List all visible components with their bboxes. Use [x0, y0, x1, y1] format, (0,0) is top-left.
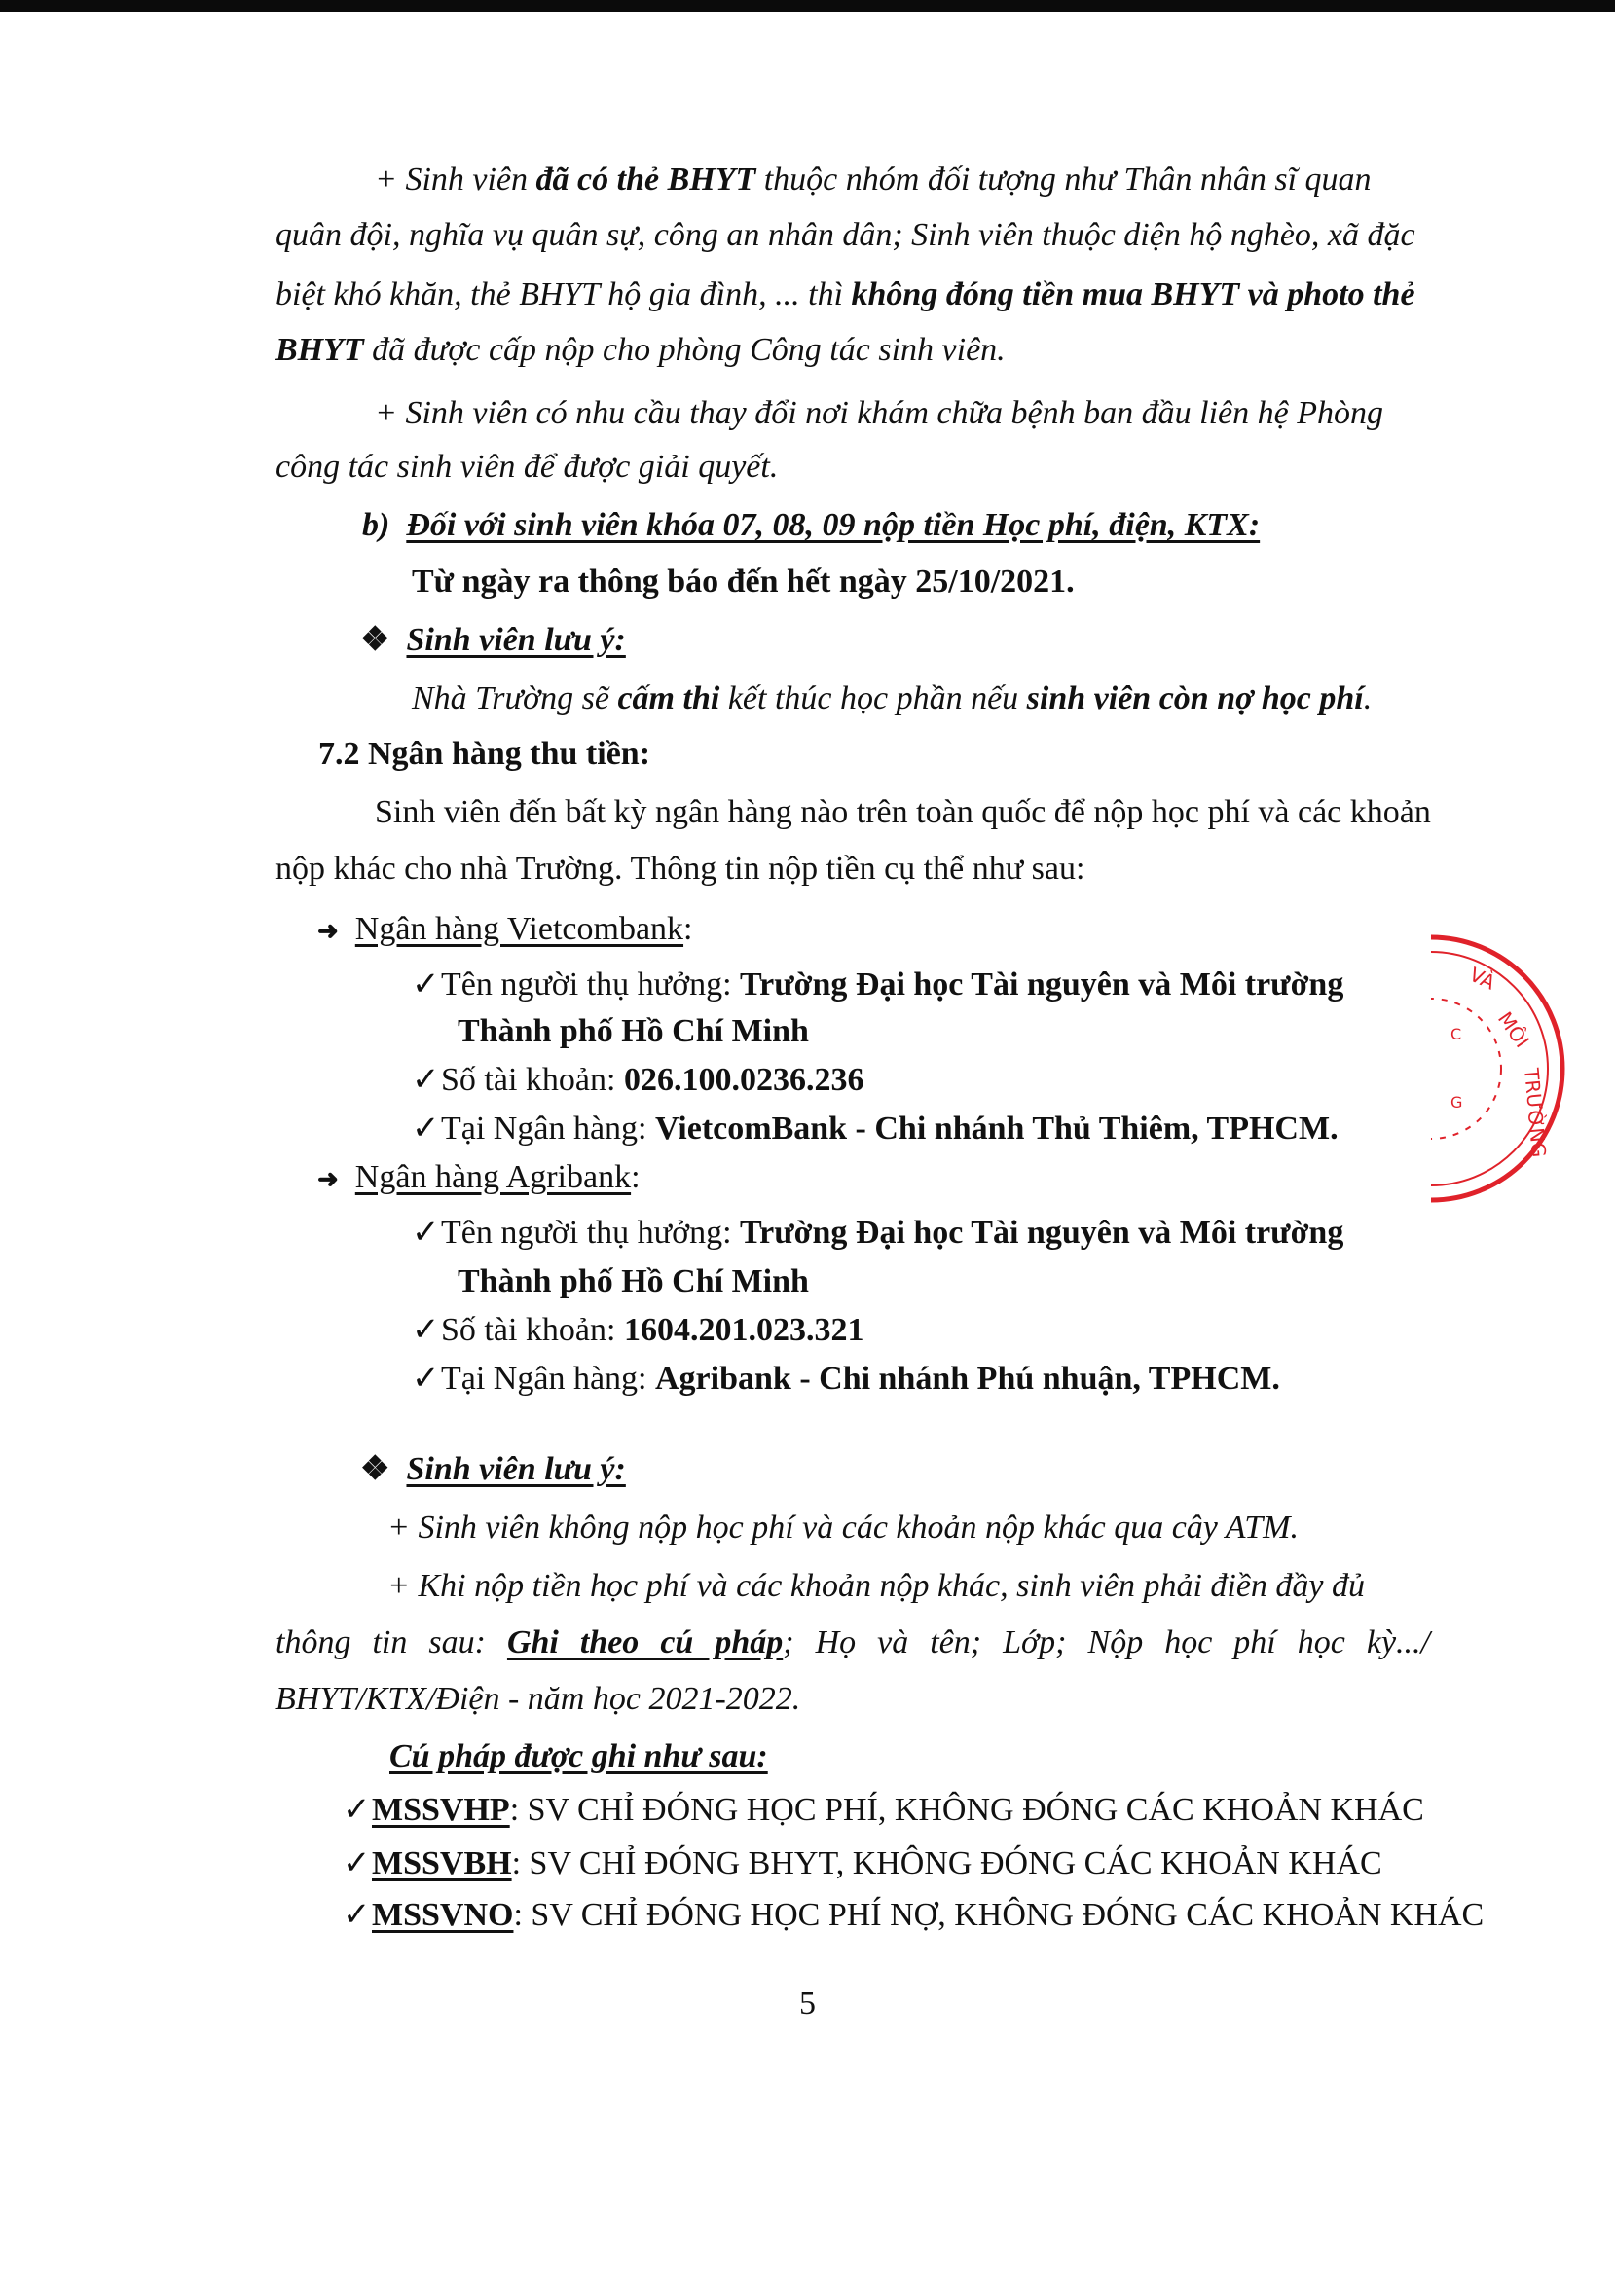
para1-line3: biệt khó khăn, thẻ BHYT hộ gia đình, ... thì không đóng tiền mua BHYT và photo thẻ — [275, 276, 1415, 312]
section-72-line1: Sinh viên đến bất kỳ ngân hàng nào trên toàn quốc để nộp học phí và các khoản — [375, 794, 1431, 830]
diamond-bullet-icon: ❖ — [360, 1451, 390, 1487]
page-number: 5 — [799, 1986, 816, 2022]
para1-line1: + Sinh viên đã có thẻ BHYT thuộc nhóm đối tượng như Thân nhân sĩ quan — [375, 162, 1372, 198]
check-icon: ✓ — [343, 1897, 371, 1933]
arrow-bullet-icon: ➜ — [317, 1165, 339, 1193]
vietcombank-heading: ➜ Ngân hàng Vietcombank: — [317, 911, 693, 947]
check-icon: ✓ — [412, 1062, 440, 1098]
section-72-line2: nộp khác cho nhà Trường. Thông tin nộp tiền cụ thể như sau: — [275, 851, 1085, 887]
para1-line2: quân đội, nghĩa vụ quân sự, công an nhân dân; Sinh viên thuộc diện hộ nghèo, xã đặc — [275, 217, 1415, 253]
check-icon: ✓ — [412, 1312, 440, 1348]
section-72-heading: 7.2 Ngân hàng thu tiền: — [318, 736, 651, 772]
agribank-heading: ➜ Ngân hàng Agribank: — [317, 1159, 641, 1195]
check-icon: ✓ — [412, 1215, 440, 1251]
svg-text:G: G — [1450, 1093, 1463, 1112]
agri-branch: ✓Tại Ngân hàng: Agribank - Chi nhánh Phú nhuận, TPHCM. — [412, 1361, 1280, 1397]
section-b-heading: b) Đối với sinh viên khóa 07, 08, 09 nộp tiền Học phí, điện, KTX: — [362, 507, 1261, 543]
official-seal-stamp — [1431, 923, 1577, 1215]
svg-text:VÀ: VÀ — [1465, 962, 1499, 995]
note1-text: Nhà Trường sẽ cấm thi kết thúc học phần nếu sinh viên còn nợ học phí. — [412, 680, 1373, 716]
check-icon: ✓ — [412, 966, 440, 1002]
check-icon: ✓ — [412, 1361, 440, 1397]
arrow-bullet-icon: ➜ — [317, 917, 339, 945]
scan-top-border — [0, 0, 1615, 12]
note2-item2-line3: BHYT/KTX/Điện - năm học 2021-2022. — [275, 1681, 801, 1717]
para2-line1: + Sinh viên có nhu cầu thay đổi nơi khám chữa bệnh ban đầu liên hệ Phòng — [375, 395, 1383, 431]
diamond-bullet-icon: ❖ — [360, 622, 390, 658]
vcb-beneficiary: ✓Tên người thụ hưởng: Trường Đại học Tài nguyên và Môi trường — [412, 966, 1344, 1002]
vcb-branch: ✓Tại Ngân hàng: VietcomBank - Chi nhánh Thủ Thiêm, TPHCM. — [412, 1111, 1339, 1147]
vcb-beneficiary-line2: Thành phố Hồ Chí Minh — [458, 1013, 809, 1049]
seal-icon — [1431, 923, 1577, 1215]
syntax-heading: Cú pháp được ghi như sau: — [389, 1738, 768, 1774]
check-icon: ✓ — [412, 1111, 440, 1147]
para1-line4: BHYT đã được cấp nộp cho phòng Công tác sinh viên. — [275, 332, 1006, 368]
agri-beneficiary-line2: Thành phố Hồ Chí Minh — [458, 1263, 809, 1299]
svg-text:MÔI: MÔI — [1492, 1007, 1534, 1052]
note2-item2-line1: + Khi nộp tiền học phí và các khoản nộp khác, sinh viên phải điền đầy đủ — [387, 1568, 1366, 1604]
check-icon: ✓ — [343, 1792, 371, 1828]
section-b-deadline: Từ ngày ra thông báo đến hết ngày 25/10/2021. — [412, 564, 1075, 600]
vcb-account: ✓Số tài khoản: 026.100.0236.236 — [412, 1062, 864, 1098]
syntax-item-bh: ✓MSSVBH: SV CHỈ ĐÓNG BHYT, KHÔNG ĐÓNG CÁC KHOẢN KHÁC — [343, 1845, 1382, 1881]
agri-beneficiary: ✓Tên người thụ hưởng: Trường Đại học Tài nguyên và Môi trường — [412, 1215, 1344, 1251]
syntax-item-hp: ✓MSSVHP: SV CHỈ ĐÓNG HỌC PHÍ, KHÔNG ĐÓNG CÁC KHOẢN KHÁC — [343, 1792, 1424, 1828]
check-icon: ✓ — [343, 1845, 371, 1881]
note2-heading: ❖ Sinh viên lưu ý: — [360, 1451, 626, 1487]
syntax-item-no: ✓MSSVNO: SV CHỈ ĐÓNG HỌC PHÍ NỢ, KHÔNG ĐÓNG CÁC KHOẢN KHÁC — [343, 1897, 1485, 1933]
svg-text:C: C — [1450, 1025, 1462, 1043]
svg-text:TRƯỜNG: TRƯỜNG — [1520, 1067, 1551, 1159]
agri-account: ✓Số tài khoản: 1604.201.023.321 — [412, 1312, 864, 1348]
para2-line2: công tác sinh viên để được giải quyết. — [275, 449, 779, 485]
note1-heading: ❖ Sinh viên lưu ý: — [360, 622, 626, 658]
note2-item1: + Sinh viên không nộp học phí và các khoản nộp khác qua cây ATM. — [387, 1510, 1299, 1546]
note2-item2-line2: thông tin sau: Ghi theo cú pháp; Họ và tên; Lớp; Nộp học phí học kỳ.../ — [275, 1624, 1430, 1660]
